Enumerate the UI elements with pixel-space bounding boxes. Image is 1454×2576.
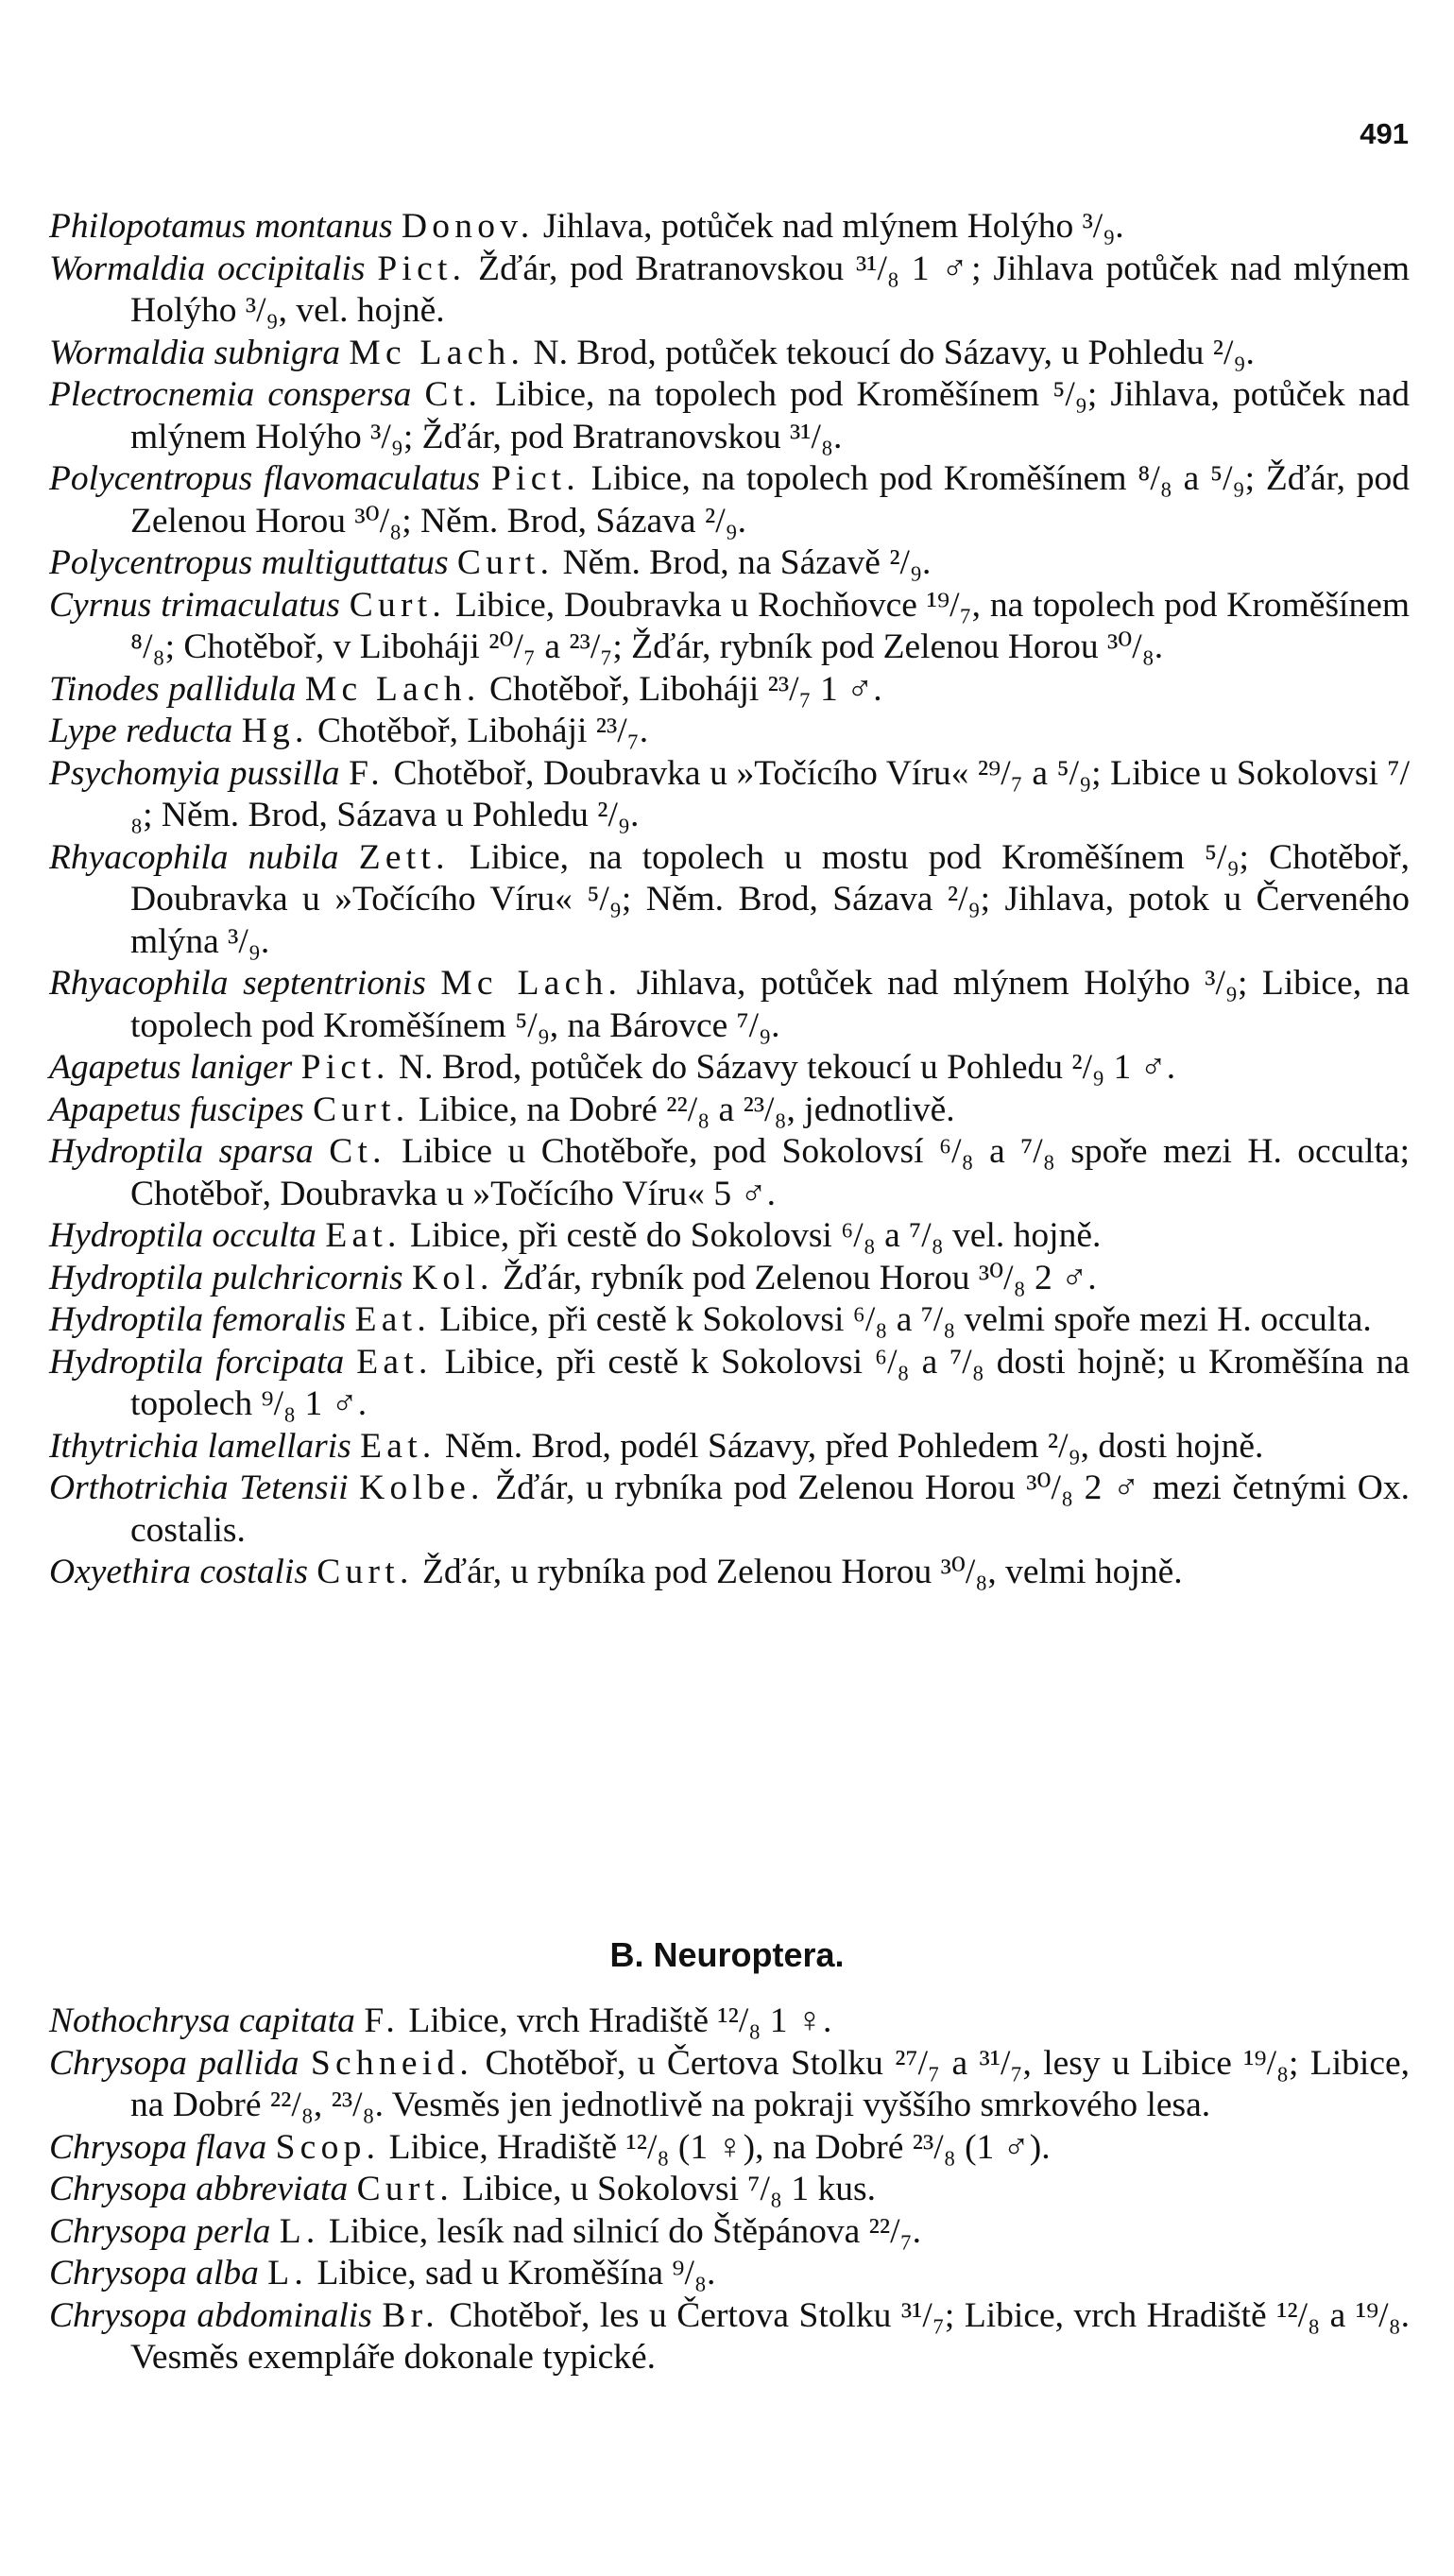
species-entry (49, 669, 1410, 712)
species-entry (49, 206, 1410, 249)
species-name: Wormaldia occipitalis (49, 249, 366, 288)
species-name: Lype reducta (49, 712, 233, 750)
locality-text: Jihlava, potůček nad mlýnem Holýho ³/₉; Libice, na topolech pod Kroměšínem ⁵/₉, na Bárovce ⁷/₉. (130, 964, 1410, 1045)
species-author: Eat. (360, 1426, 436, 1466)
species-author: Eat. (356, 1342, 433, 1382)
locality-text: Chotěboř, Libohájі ²³/₇. (317, 712, 649, 750)
species-author: Pict. (377, 249, 467, 288)
species-name: Hydroptila forcipata (49, 1342, 345, 1382)
species-name: Hydroptila pulchricornis (49, 1258, 403, 1297)
locality-text: Chotěboř, u Čertova Stolku ²⁷/₇ a ³¹/₇, lesy u Libice ¹⁹/₈; Libice, na Dobré ²²/₈, ²³/₈. Vesměs jen jednotlivě na pokraji vyššího smrkového lesa. (130, 2043, 1411, 2124)
locality-text: Libice, sad u Kroměšína ⁹/₈. (316, 2254, 716, 2293)
locality-text: Něm. Brod, podél Sázavy, před Pohledem ²/₉, dosti hojně. (444, 1426, 1264, 1466)
species-name: Hydroptila sparsa (49, 1132, 314, 1171)
locality-text: Libice, při cestě k Sokolovsi ⁶/₈ a ⁷/₈ dosti hojně; u Kroměšína na topolech ⁹/₈ 1 ♂. (130, 1342, 1410, 1423)
species-name: Plectrocnemia conspersa (49, 375, 412, 414)
species-name: Psychomyia pussilla (49, 753, 340, 793)
species-author: Hg. (241, 712, 309, 750)
locality-text: Libice, na topolech pod Kroměšínem ⁵/₉; Jihlava, potůček nad mlýnem Holýho ³/₉; Žďár, pod Bratranovskou ³¹/₈. (130, 375, 1410, 456)
trichoptera-list (49, 206, 1410, 1594)
species-name: Chrysopa flava (49, 2127, 267, 2167)
species-entry (49, 458, 1410, 542)
species-name: Chrysopa pallida (49, 2043, 299, 2083)
species-author: L. (267, 2254, 309, 2293)
species-entry (49, 753, 1410, 837)
species-author: Pict. (490, 459, 580, 498)
species-name: Orthotrichia Tetensii (49, 1468, 349, 1507)
species-name: Chrysopa abdominalis (49, 2295, 372, 2335)
species-name: Philopotamus montanus (49, 207, 393, 246)
species-entry (49, 1426, 1410, 1468)
locality-text: Libice, Hradiště ¹²/₈ (1 ♀), na Dobré ²³/₈ (1 ♂). (388, 2127, 1051, 2167)
locality-text: Chotěboř, Doubravka u »Točícího Víru« ²⁹/₇ a ⁵/₉; Libice u Sokolovsi ⁷/₈; Něm. Brod, Sázava u Pohledu ²/₉. (130, 753, 1411, 834)
species-name: Chrysopa abbreviata (49, 2170, 349, 2208)
species-author: Kol. (412, 1258, 494, 1297)
species-name: Apapetus fuscipes (49, 1090, 304, 1129)
species-name: Oxyethira costalis (49, 1553, 308, 1591)
locality-text: Žďár, u rybníka pod Zelenou Horou ³⁰/₈ 2 ♂ mezi četnými Ox. costalis. (130, 1468, 1411, 1550)
species-entry (49, 2043, 1410, 2127)
locality-text: Libice u Chotěboře, pod Sokolovsí ⁶/₈ a ⁷/₈ spoře mezi H. occulta; Chotěboř, Doubravka u »Točícího Víru« 5 ♂. (130, 1132, 1410, 1213)
species-name: Chrysopa perla (49, 2211, 271, 2251)
species-author: Mc Lach. (349, 333, 525, 372)
species-entry (49, 2001, 1410, 2043)
locality-text: Chotěboř, les u Čertova Stolku ³¹/₇; Libice, vrch Hradiště ¹²/₈ a ¹⁹/₈. Vesměs exempláře dokonale typické. (130, 2295, 1411, 2377)
species-author: L. (279, 2211, 320, 2251)
section-heading-neuroptera: B. Neuroptera. (609, 1935, 845, 1974)
species-author: Scop. (275, 2127, 381, 2167)
species-name: Agapetus laniger (49, 1048, 293, 1087)
species-author: Curt. (456, 543, 555, 582)
species-name: Hydroptila femoralis (49, 1300, 347, 1339)
species-author: Donov. (401, 207, 535, 246)
species-author: Ct. (424, 375, 483, 414)
species-entry (49, 2295, 1410, 2379)
species-author: Zett. (358, 837, 450, 877)
species-author: F. (349, 753, 385, 793)
species-name: Hydroptila occulta (49, 1216, 316, 1255)
locality-text: Žďár, u rybníka pod Zelenou Horou ³⁰/₈, velmi hojně. (421, 1553, 1183, 1591)
locality-text: Libice, na topolech pod Kroměšínem ⁸/₈ a ⁵/₉; Žďár, pod Zelenou Horou ³⁰/₈; Něm. Brod, Sázava ²/₉. (130, 459, 1411, 541)
locality-text: Libice, při cestě k Sokolovsi ⁶/₈ a ⁷/₈ velmi spoře mezi H. occulta. (439, 1300, 1372, 1339)
species-name: Tinodes pallidula (49, 669, 297, 709)
species-entry (49, 249, 1410, 333)
species-author: Eat. (325, 1216, 402, 1255)
species-author: Schneid. (310, 2043, 474, 2083)
species-entry (49, 333, 1410, 375)
locality-text: Libice, u Sokolovsi ⁷/₈ 1 kus. (462, 2170, 876, 2208)
species-author: Eat. (354, 1300, 431, 1339)
species-name: Rhyacophila nubila (49, 837, 339, 877)
species-entry (49, 2253, 1410, 2295)
species-author: Ct. (329, 1132, 386, 1171)
neuroptera-list (49, 2001, 1410, 2379)
species-entry (49, 585, 1410, 669)
species-entry (49, 1552, 1410, 1594)
locality-text: Libice, vrch Hradiště ¹²/₈ 1 ♀. (408, 2001, 832, 2040)
species-name: Nothochrysa capitata (49, 2001, 355, 2040)
locality-text: Jihlava, potůček nad mlýnem Holýho ³/₉. (542, 207, 1124, 246)
species-entry (49, 1215, 1410, 1258)
species-author: Curt. (313, 1090, 410, 1129)
species-author: Kolbe. (359, 1468, 485, 1507)
locality-text: Žďár, rybník pod Zelenou Horou ³⁰/₈ 2 ♂. (503, 1258, 1097, 1297)
locality-text: Libice, na topolech u mostu pod Kroměšínem ⁵/₉; Chotěboř, Doubravka u »Točícího Víru« ⁵/₉; Něm. Brod, Sázava ²/₉; Jihlava, potok u Červeného mlýna ³/₉. (130, 837, 1411, 961)
species-entry (49, 1342, 1410, 1426)
species-name: Polycentropus flavomaculatus (49, 459, 481, 498)
species-entry (49, 1090, 1410, 1132)
locality-text: Libice, Doubravka u Rochňovce ¹⁹/₇, na topolech pod Kroměšínem ⁸/₈; Chotěboř, v Libohájі ²⁰/₇ a ²³/₇; Žďár, rybník pod Zelenou Horou ³⁰/₈. (130, 585, 1411, 666)
locality-text: Žďár, pod Bratranovskou ³¹/₈ 1 ♂; Jihlava potůček nad mlýnem Holýho ³/₉, vel. hojně. (130, 249, 1411, 330)
locality-text: Libice, při cestě do Sokolovsi ⁶/₈ a ⁷/₈ vel. hojně. (410, 1216, 1102, 1255)
species-author: Pict. (300, 1048, 390, 1087)
species-entry (49, 2211, 1410, 2254)
species-name: Polycentropus multiguttatus (49, 543, 449, 582)
locality-text: Chotěboř, Libohájі ²³/₇ 1 ♂. (488, 669, 882, 709)
species-author: F. (364, 2001, 401, 2040)
species-author: Curt. (316, 1553, 414, 1591)
species-entry (49, 542, 1410, 585)
species-author: Mc Lach. (440, 964, 623, 1003)
species-name: Rhyacophila septentrionis (49, 964, 426, 1003)
locality-text: N. Brod, potůček tekoucí do Sázavy, u Pohledu ²/₉. (533, 333, 1255, 372)
species-entry (49, 963, 1410, 1047)
locality-text: N. Brod, potůček do Sázavy tekoucí u Pohledu ²/₉ 1 ♂. (398, 1048, 1176, 1087)
species-entry (49, 1299, 1410, 1342)
species-entry (49, 374, 1410, 458)
species-entry (49, 2127, 1410, 2170)
species-entry (49, 1131, 1410, 1215)
species-entry (49, 1468, 1410, 1552)
locality-text: Libice, lesík nad silnicí do Štěpánova ²²/₇. (328, 2211, 922, 2251)
locality-text: Libice, na Dobré ²²/₈ a ²³/₈, jednotlivě. (418, 1090, 955, 1129)
species-name: Wormaldia subnigra (49, 333, 341, 372)
species-entry (49, 1258, 1410, 1300)
species-author: Br. (382, 2295, 439, 2335)
species-entry (49, 1047, 1410, 1090)
species-name: Cyrnus trimaculatus (49, 585, 340, 625)
species-author: Curt. (356, 2170, 453, 2208)
species-author: Mc Lach. (304, 669, 481, 709)
locality-text: Něm. Brod, na Sázavě ²/₉. (562, 543, 932, 582)
species-entry (49, 711, 1410, 753)
species-name: Ithytrichia lamellaris (49, 1426, 351, 1466)
species-name: Chrysopa alba (49, 2254, 259, 2293)
species-author: Curt. (349, 585, 447, 625)
species-entry (49, 2169, 1410, 2211)
page-number: 491 (1360, 117, 1409, 150)
species-entry (49, 837, 1410, 964)
